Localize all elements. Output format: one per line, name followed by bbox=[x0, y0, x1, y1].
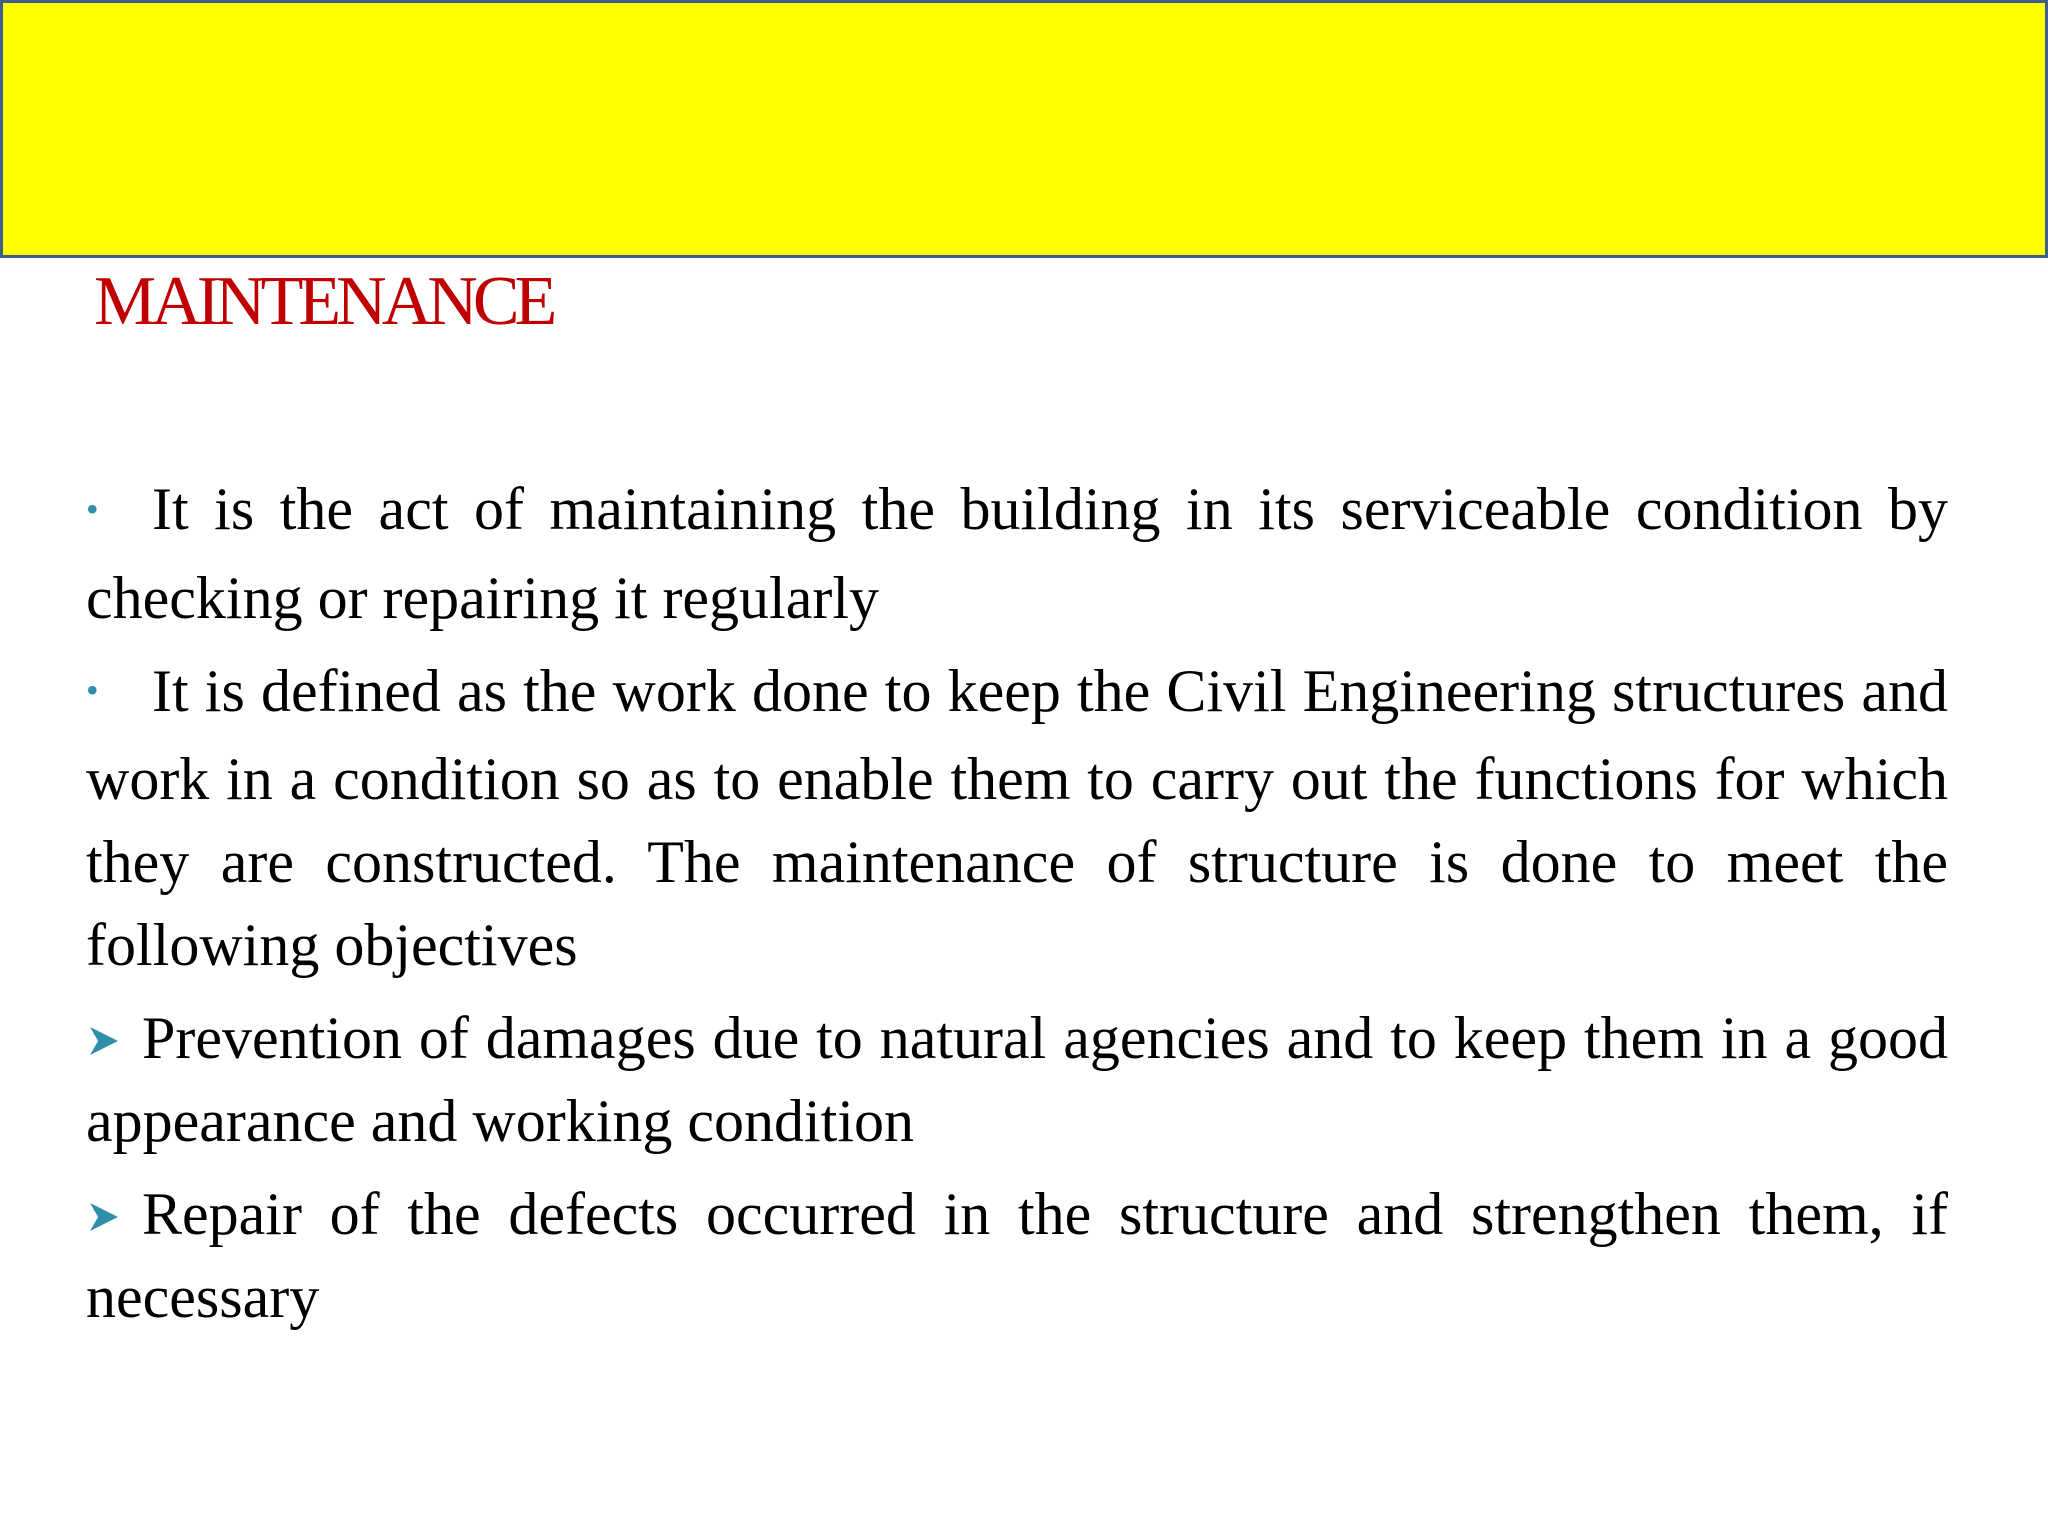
title-banner bbox=[0, 0, 2048, 258]
bullet-text: Repair of the defects occurred in the structure and strengthen them, if necessary bbox=[86, 1181, 1948, 1331]
bullet-item bbox=[86, 650, 1948, 988]
arrow-bullet-icon bbox=[86, 1023, 142, 1059]
sub-bullet-item bbox=[86, 997, 1948, 1163]
bullet-text: It is defined as the work done to keep the Civil Engineering structures and work in a condition so as to enable them to carry out the functions for which they are constructed. The maintenance of structure is done to meet the following objectives bbox=[86, 657, 1948, 979]
bullet-text: Prevention of damages due to natural agencies and to keep them in a good appearance and working condition bbox=[86, 1005, 1948, 1155]
arrow-bullet-icon bbox=[86, 1199, 142, 1235]
dot-bullet-icon: • bbox=[86, 670, 99, 711]
slide-title: MAINTENANCE bbox=[94, 263, 553, 340]
sub-bullet-item bbox=[86, 1173, 1948, 1339]
slide-content bbox=[86, 468, 1948, 1349]
bullet-item bbox=[86, 468, 1948, 640]
dot-bullet-icon: • bbox=[86, 488, 99, 529]
bullet-text: It is the act of maintaining the building in its serviceable condition by checking or repairing it regularly bbox=[86, 476, 1948, 631]
